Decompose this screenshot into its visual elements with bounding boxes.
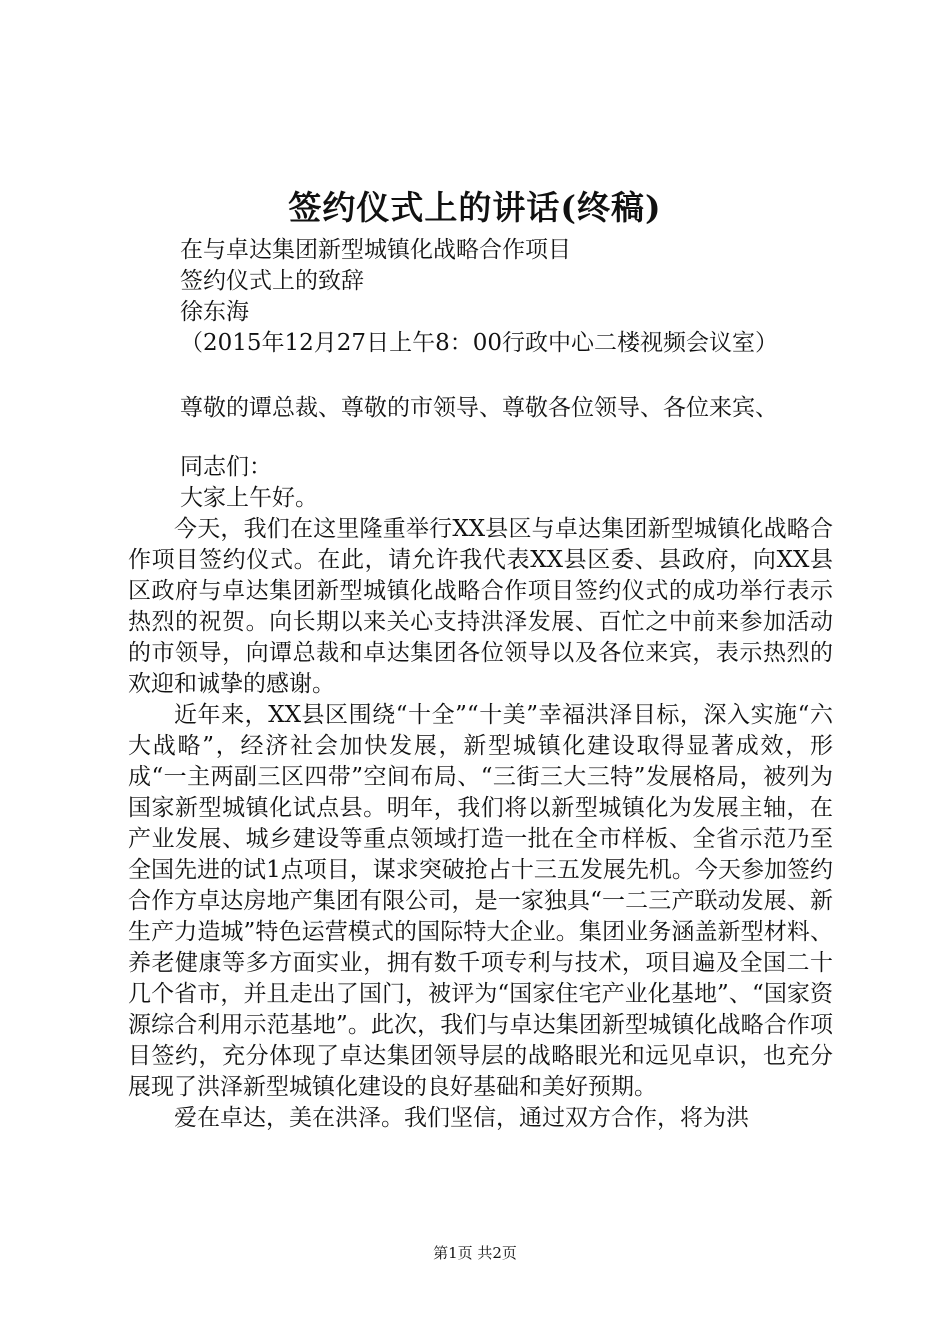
speech-header <box>180 235 840 359</box>
event-title-line-2: 签约仪式上的致辞 <box>180 268 364 294</box>
speech-body <box>128 514 833 1134</box>
body-paragraph-3: 爱在卓达，美在洪泽。我们坚信，通过双方合作，将为洪 <box>174 1105 749 1131</box>
greeting-block <box>180 452 318 514</box>
body-paragraph-2: 近年来，XX县区围绕“十全”“十美”幸福洪泽目标，深入实施“六大战略”，经济社会加快发展，新型城镇化建设取得显著成效，形成“一主两副三区四带”空间布局、“三街三大三特”发展格局，被列为国家新型城镇化试点县。明年，我们将以新型城镇化为发展主轴，在产业发展、城乡建设等重点领域打造一批在全市样板、全省示范乃至全国先进的试1点项目，谋求突破抢占十三五发展先机。今天参加签约合作方卓达房地产集团有限公司，是一家独具“一二三产联动发展、新生产力造城”特色运营模式的国际特大企业。集团业务涵盖新型材料、养老健康等多方面实业，拥有数千项专利与技术，项目遍及全国二十几个省市，并且走出了国门，被评为“国家住宅产业化基地”、“国家资源综合利用示范基地”。此次，我们与卓达集团新型城镇化战略合作项目签约，充分体现了卓达集团领导层的战略眼光和远见卓识，也充分展现了洪泽新型城镇化建设的良好基础和美好预期。 <box>128 702 833 1100</box>
speaker-name: 徐东海 <box>180 299 249 325</box>
greeting-line-2: 大家上午好。 <box>180 485 318 511</box>
document-title: 签约仪式上的讲话(终稿) <box>288 188 662 227</box>
event-date-location: （2015年12月27日上午8：00行政中心二楼视频会议室） <box>180 330 778 356</box>
salutation-line: 尊敬的谭总裁、尊敬的市领导、尊敬各位领导、各位来宾、 <box>180 395 778 421</box>
greeting-line-1: 同志们： <box>180 454 272 480</box>
page-footer: 第1页 共2页 <box>433 1244 517 1262</box>
body-paragraph-1: 今天，我们在这里隆重举行XX县区与卓达集团新型城镇化战略合作项目签约仪式。在此，请允许我代表XX县区委、县政府，向XX县区政府与卓达集团新型城镇化战略合作项目签约仪式的成功举行表示热烈的祝贺。向长期以来关心支持洪泽发展、百忙之中前来参加活动的市领导，向谭总裁和卓达集团各位领导以及各位来宾，表示热烈的欢迎和诚挚的感谢。 <box>128 516 833 697</box>
event-title-line-1: 在与卓达集团新型城镇化战略合作项目 <box>180 237 571 263</box>
